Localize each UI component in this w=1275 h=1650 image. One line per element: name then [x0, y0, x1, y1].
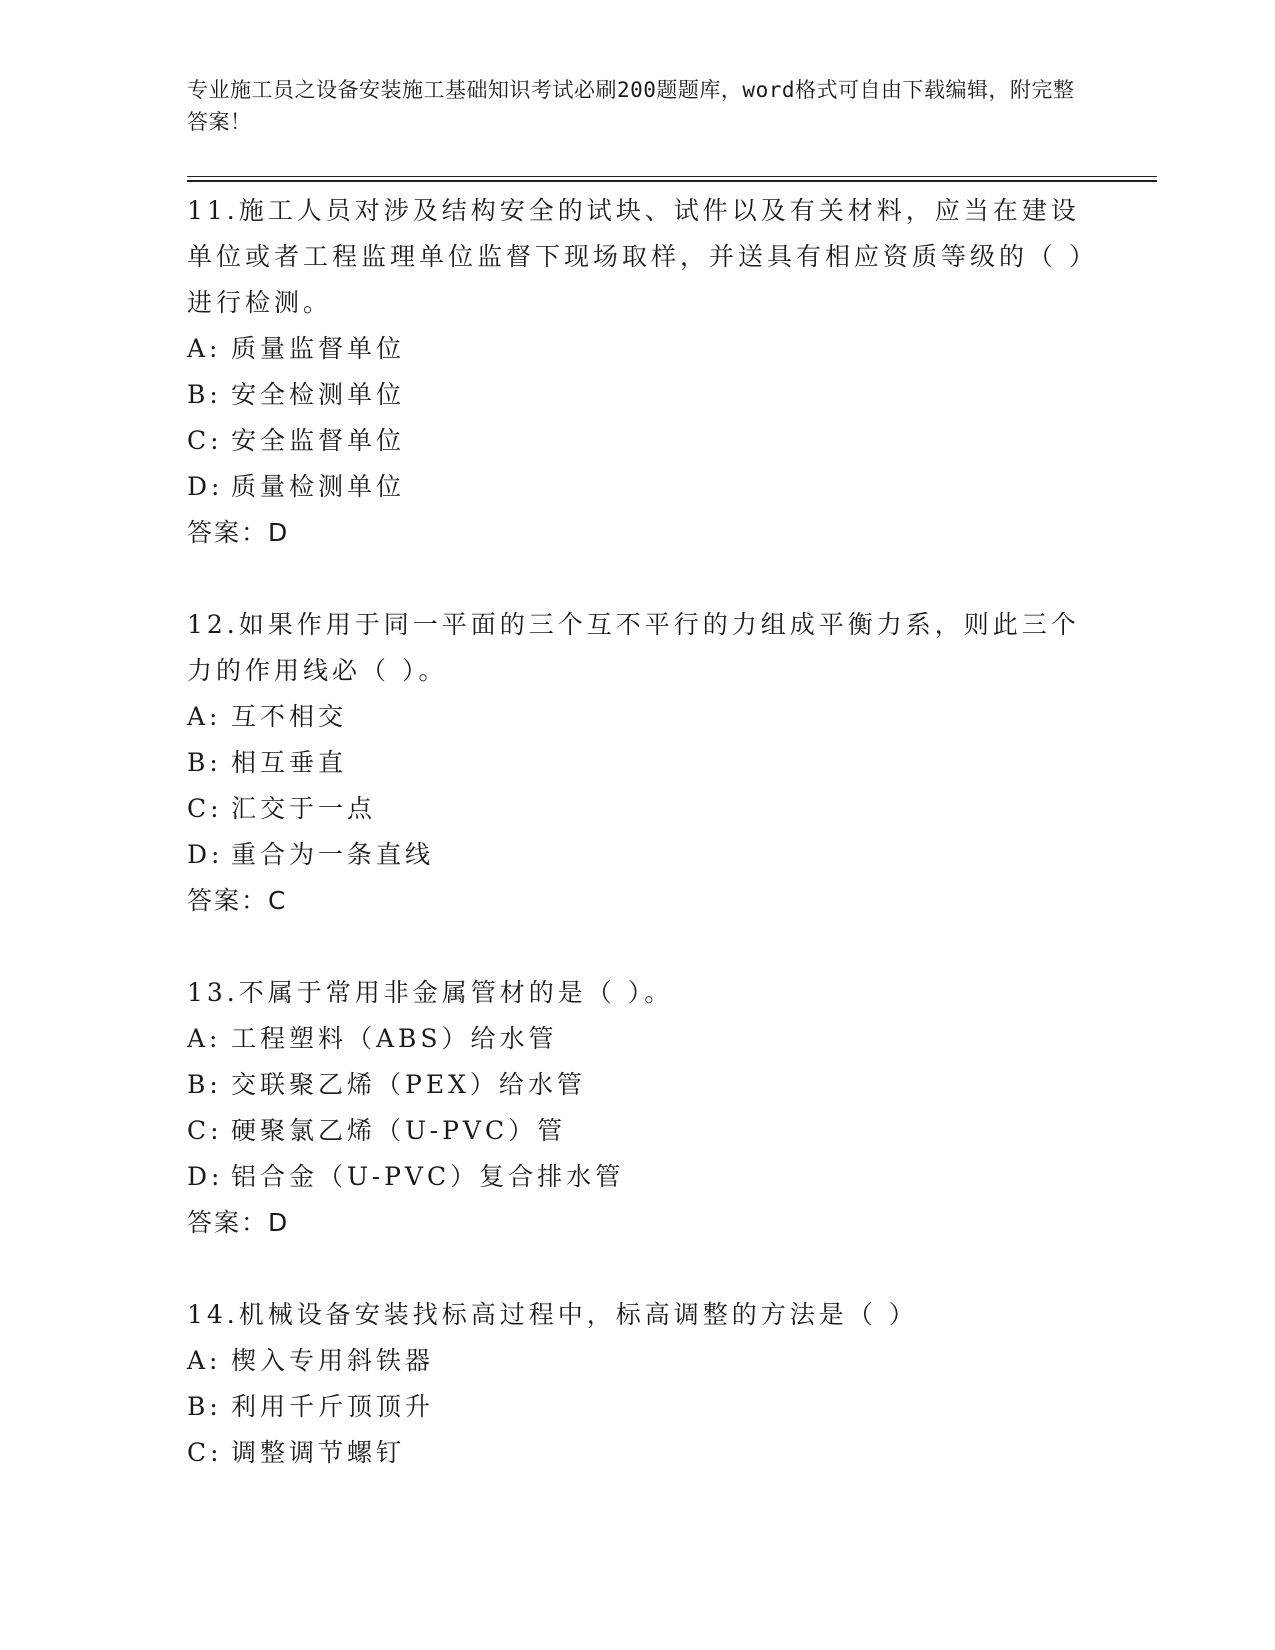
document-header: 专业施工员之设备安装施工基础知识考试必刷200题题库，word格式可自由下载编辑，附完整答案！: [187, 78, 1075, 134]
option-letter: D:: [187, 840, 224, 869]
option-a: [187, 694, 1087, 740]
option-text: 质量检测单位: [231, 472, 406, 501]
question-spacer: [187, 556, 1087, 602]
option-letter: D:: [187, 1162, 224, 1191]
option-text: 调整调节螺钉: [231, 1438, 406, 1467]
option-letter: D:: [187, 472, 224, 501]
question-stem: 11.施工人员对涉及结构安全的试块、试件以及有关材料，应当在建设单位或者工程监理单位监督下现场取样，并送具有相应资质等级的（ ）进行检测。: [187, 196, 1086, 317]
option-b: [187, 372, 1087, 418]
option-text: 安全监督单位: [231, 426, 406, 455]
answer-line: 答案：D: [187, 518, 290, 547]
option-letter: C:: [187, 426, 223, 455]
question-11: [187, 188, 1087, 556]
option-b: [187, 1384, 1087, 1430]
option-text: 互不相交: [231, 702, 348, 731]
option-letter: B:: [187, 748, 222, 777]
option-letter: A:: [187, 702, 222, 731]
option-letter: A:: [187, 1024, 222, 1053]
question-14: [187, 1292, 1087, 1476]
option-text: 硬聚氯乙烯（U-PVC）管: [231, 1116, 567, 1145]
option-c: [187, 1430, 1087, 1476]
option-letter: C:: [187, 794, 223, 823]
option-b: [187, 740, 1087, 786]
question-stem: 12.如果作用于同一平面的三个互不平行的力组成平衡力系，则此三个力的作用线必（ ）。: [187, 610, 1080, 685]
question-spacer: [187, 1246, 1087, 1292]
question-12: [187, 602, 1087, 924]
question-stem: 13.不属于常用非金属管材的是（ ）。: [187, 978, 674, 1007]
option-letter: A:: [187, 1346, 222, 1375]
option-text: 楔入专用斜铁器: [231, 1346, 435, 1375]
answer-line: 答案：C: [187, 886, 288, 915]
option-d: [187, 1154, 1087, 1200]
option-letter: B:: [187, 380, 222, 409]
option-text: 利用千斤顶顶升: [231, 1392, 435, 1421]
option-text: 汇交于一点: [231, 794, 377, 823]
question-list: [187, 188, 1087, 1476]
header-divider-thin: [187, 176, 1157, 177]
option-letter: B:: [187, 1392, 222, 1421]
question-13: [187, 970, 1087, 1246]
option-text: 交联聚乙烯（PEX）给水管: [231, 1070, 586, 1099]
answer-line: 答案：D: [187, 1208, 290, 1237]
option-letter: C:: [187, 1438, 223, 1467]
option-text: 相互垂直: [231, 748, 348, 777]
option-letter: C:: [187, 1116, 223, 1145]
question-spacer: [187, 924, 1087, 970]
option-letter: B:: [187, 1070, 222, 1099]
option-c: [187, 418, 1087, 464]
option-text: 工程塑料（ABS）给水管: [231, 1024, 558, 1053]
option-letter: A:: [187, 334, 222, 363]
option-a: [187, 1016, 1087, 1062]
option-d: [187, 832, 1087, 878]
question-stem: 14.机械设备安装找标高过程中，标高调整的方法是（ ）: [187, 1300, 918, 1329]
option-b: [187, 1062, 1087, 1108]
header-divider-thick: [187, 180, 1157, 182]
option-a: [187, 326, 1087, 372]
option-c: [187, 786, 1087, 832]
option-text: 重合为一条直线: [231, 840, 435, 869]
option-text: 安全检测单位: [231, 380, 406, 409]
option-d: [187, 464, 1087, 510]
option-a: [187, 1338, 1087, 1384]
option-c: [187, 1108, 1087, 1154]
option-text: 质量监督单位: [231, 334, 406, 363]
option-text: 铝合金（U-PVC）复合排水管: [231, 1162, 625, 1191]
